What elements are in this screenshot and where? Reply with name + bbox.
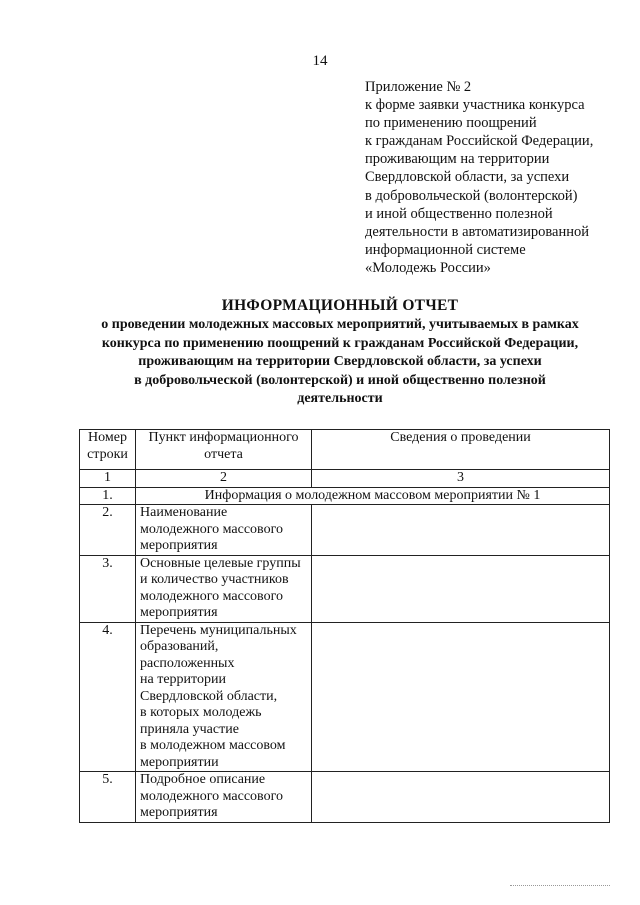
header-point: [136, 430, 312, 470]
row-number: 3.: [80, 555, 136, 622]
point-line: приняла участие: [140, 721, 239, 737]
table-row: [80, 772, 610, 823]
table-row: [80, 505, 610, 556]
appendix-line: в добровольческой (волонтерской): [365, 187, 578, 204]
header-line: строки: [87, 446, 128, 462]
subtitle-line: проживающим на территории Свердловской области, за успехи: [138, 354, 542, 370]
point-line: мероприятия: [140, 805, 218, 820]
column-number: 2: [136, 470, 312, 488]
table-row: [80, 555, 610, 622]
point-line: Подробное описание: [140, 772, 266, 787]
appendix-line: Свердловской области, за успехи: [365, 169, 570, 186]
appendix-line: и иной общественно полезной: [365, 205, 553, 222]
point-line: молодежного массового: [140, 521, 283, 537]
point-line: молодежного массового: [140, 788, 283, 804]
scan-artifact-line: [510, 885, 610, 886]
point-line: мероприятия: [140, 538, 218, 553]
row-point: [136, 555, 312, 622]
point-line: молодежного массового: [140, 588, 283, 604]
appendix-line: проживающим на территории: [365, 151, 550, 168]
section-title: Информация о молодежном массовом мероприятии № 1: [136, 487, 610, 505]
subtitle-line: конкурса по применению поощрений к гражданам Российской Федерации,: [101, 335, 579, 351]
appendix-line: информационной системе: [365, 241, 526, 258]
row-number: 2.: [80, 505, 136, 556]
point-line: Наименование: [140, 505, 228, 520]
point-line: в которых молодежь: [140, 705, 262, 720]
subtitle-line: деятельности: [297, 391, 383, 407]
column-number: 1: [80, 470, 136, 488]
point-line: Свердловской области,: [140, 688, 278, 704]
row-point: [136, 622, 312, 772]
point-line: расположенных: [140, 655, 235, 671]
point-line: образований,: [140, 639, 219, 654]
row-number: 5.: [80, 772, 136, 823]
appendix-line: деятельности в автоматизированной: [365, 223, 589, 240]
row-number: 1.: [80, 487, 136, 505]
subtitle-line: в добровольческой (волонтерской) и иной общественно полезной: [134, 372, 546, 388]
appendix-line: по применению поощрений: [365, 115, 537, 132]
header-details: Сведения о проведении: [312, 430, 610, 470]
section-row: [80, 487, 610, 505]
header-line: отчета: [204, 446, 243, 462]
appendix-line: к гражданам Российской Федерации,: [365, 133, 594, 150]
page-number: 14: [312, 53, 328, 69]
appendix-line: Приложение № 2: [365, 79, 472, 95]
row-details-cell: [312, 555, 610, 622]
header-row-number: [80, 430, 136, 470]
column-number-row: [80, 470, 610, 488]
point-line: на территории: [140, 672, 226, 687]
point-line: и количество участников: [140, 572, 289, 587]
row-point: [136, 505, 312, 556]
point-line: Перечень муниципальных: [140, 622, 297, 638]
row-details-cell: [312, 622, 610, 772]
report-title-block: [40, 296, 640, 409]
point-line: Основные целевые группы: [140, 555, 301, 571]
table-row: [80, 622, 610, 772]
report-title: ИНФОРМАЦИОННЫЙ ОТЧЕТ: [221, 297, 459, 314]
point-line: мероприятия: [140, 605, 218, 620]
appendix-line: к форме заявки участника конкурса: [365, 97, 585, 114]
row-point: [136, 772, 312, 823]
report-table: [79, 429, 610, 823]
header-line: Номер: [88, 430, 127, 445]
row-details-cell: [312, 772, 610, 823]
header-line: Пункт информационного: [148, 430, 299, 445]
table-header-row: [80, 430, 610, 470]
appendix-note: [365, 78, 593, 277]
column-number: 3: [312, 470, 610, 488]
appendix-line: «Молодежь России»: [365, 259, 491, 276]
point-line: мероприятии: [140, 754, 219, 770]
subtitle-line: о проведении молодежных массовых мероприятий, учитываемых в рамках: [101, 317, 579, 332]
row-number: 4.: [80, 622, 136, 772]
report-subtitle: [40, 316, 640, 409]
row-details-cell: [312, 505, 610, 556]
point-line: в молодежном массовом: [140, 738, 286, 753]
